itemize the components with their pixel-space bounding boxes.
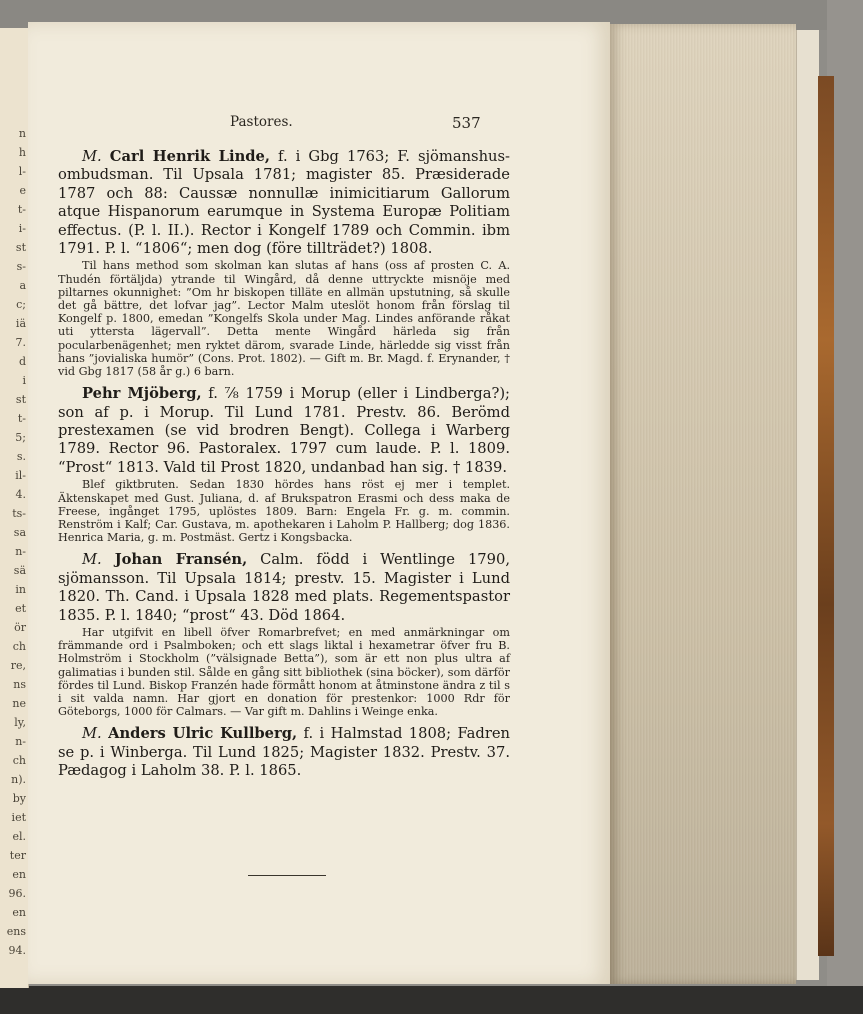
- previous-page-fragment: 96.: [8, 887, 26, 900]
- previous-page-fragment: el.: [12, 830, 26, 843]
- edge-shade: [610, 24, 796, 984]
- previous-page-edge: [0, 28, 29, 988]
- previous-page-fragment: e: [19, 184, 26, 197]
- entry-name: Johan Fransén,: [114, 551, 248, 569]
- previous-page-fragment: ch: [12, 754, 26, 767]
- page-number: 537: [452, 114, 481, 132]
- entry-text: f. i Halmstad 1808; Fadren se p. i Winberga. Til Lund 1825; Magister 1832. Prestv. 37. Pædagog i Laholm 38. P. l. 1865.: [58, 725, 510, 780]
- previous-page-fragment: sä: [13, 564, 26, 577]
- closing-rule: [248, 875, 326, 876]
- entry-text: f. i Gbg 1763; F. sjömanshus-ombudsman. Til Upsala 1781; magister 85. Præsiderade 1787 och 88: Caussæ nonnullæ inimicitiarum Gallorum atque Hispanorum earumque in Systema Europæ Politiam effectus. (P. l. II.). Rector i Kongelf 1789 och Commin. ibm 1791. P. l. “1806“; men dog (före tillträdet?) 1808.: [58, 148, 510, 258]
- previous-page-fragment: ly,: [14, 716, 26, 729]
- entry-kullberg: [58, 725, 510, 780]
- page-block-edges: [610, 24, 796, 984]
- previous-page-fragment: l-: [18, 165, 26, 178]
- previous-page-fragment: t-: [17, 203, 26, 216]
- entry-name: Pehr Mjöberg,: [82, 385, 202, 403]
- previous-page-fragment: et: [15, 602, 26, 615]
- entries: [58, 148, 510, 786]
- previous-page-fragment: n: [18, 127, 26, 140]
- previous-page-fragment: ts-: [12, 507, 26, 520]
- entry-note: Til hans method som skolman kan slutas af hans (oss af prosten C. A. Thudén förtäljda) ytrande til Wingård, då denne uttryckte misnöje med piltarnes okunnighet: ”Om hr biskopen tilläte en allmän upstutning, så skulle det gå bättre, det lofvar jag”. Lector Malm uteslöt honom från förslag til Kongelf p. 1800, emedan ”Kongelfs Skola under Mag. Lindes anförande råkat uti yttersta lägervall”. Detta mente Wingård härleda sig från pocularbenägenhet; men ryktet därom, svarade Linde, härledde sig visst från hans ”jovialiska humör” (Cons. Prot. 1802). — Gift m. Br. Magd. f. Erynander, † vid Gbg 1817 (58 år g.) 6 barn.: [58, 259, 510, 379]
- previous-page-fragment: i: [22, 374, 26, 387]
- previous-page-fragment: en: [12, 868, 26, 881]
- entry-text: f. ⅞ 1759 i Morup (eller i Lindberga?); son af p. i Morup. Til Lund 1781. Prestv. 86. Berömd prestexamen (se vid brodren Bengt). Collega i Warberg 1789. Rector 96. Pastoralex. 1797 cum laude. P. l. 1809. “Prost“ 1813. Vald til Prost 1820, undanbad han sig. † 1839.: [58, 385, 510, 476]
- previous-page-fragment: ens: [6, 925, 26, 938]
- previous-page-fragment: s-: [16, 260, 26, 273]
- entry-note: Blef giktbruten. Sedan 1830 hördes hans röst ej mer i templet. Äktenskapet med Gust. Juliana, d. af Brukspatron Erasmi och dess maka de Freese, ingånget 1795, uplöstes 1809. Barn: Engela Fr. g. m. commin. Renström i Kalf; Car. Gustava, m. apothekaren i Laholm P. Hallberg; dog 1836. Henrica Maria, g. m. Postmäst. Gertz i Kongsbacka.: [58, 478, 510, 545]
- previous-page-fragment: st: [15, 393, 26, 406]
- entry-name: Anders Ulric Kullberg,: [108, 725, 298, 743]
- previous-page-fragment: in: [15, 583, 26, 596]
- previous-page-fragment: ter: [9, 849, 26, 862]
- previous-page-fragment: ns: [13, 678, 26, 691]
- page-header: [28, 114, 610, 134]
- entry-mjoberg: [58, 385, 510, 544]
- previous-page-fragment: 4.: [15, 488, 26, 501]
- entry-linde: [58, 148, 510, 378]
- previous-page-fragment: st: [15, 241, 26, 254]
- previous-page-fragment: d: [18, 355, 26, 368]
- previous-page-fragment: c;: [16, 298, 26, 311]
- previous-page-fragment: ör: [14, 621, 26, 634]
- cover-board: [796, 30, 819, 980]
- running-title: Pastores.: [230, 114, 293, 130]
- previous-page-fragment: il-: [15, 469, 26, 482]
- cover-spine: [818, 76, 834, 956]
- previous-page-fragment: 7.: [15, 336, 26, 349]
- previous-page-fragment: re,: [10, 659, 26, 672]
- previous-page-fragment: by: [12, 792, 26, 805]
- previous-page-fragment: i-: [18, 222, 26, 235]
- previous-page-fragment: ch: [12, 640, 26, 653]
- previous-page-fragment: n-: [15, 545, 26, 558]
- previous-page-fragment: en: [12, 906, 26, 919]
- entry-body: [58, 725, 510, 780]
- previous-page-fragment: ne: [12, 697, 26, 710]
- entry-fransen: [58, 551, 510, 718]
- previous-page-fragment: iä: [15, 317, 26, 330]
- previous-page-fragment: a: [19, 279, 26, 292]
- previous-page-fragment: s.: [16, 450, 26, 463]
- entry-body: [58, 551, 510, 625]
- magister-mark: M.: [82, 148, 102, 165]
- previous-page-fragment: iet: [11, 811, 26, 824]
- previous-page-fragment: 94.: [8, 944, 26, 957]
- previous-page-fragment: h: [18, 146, 26, 159]
- entry-note: Har utgifvit en libell öfver Romarbrefvet; en med anmärkningar om främmande ord i Psalmboken; och ett slags liktal i hexametrar öfver fru B. Holmström i Stockholm (”välsignade Betta”), som är ett non plus ultra af galimatias i bunden stil. Sålde en gång sitt bibliothek (sina böcker), som därför fördes til Lund. Biskop Franzén hade förmått honom at åtminstone ändra z til s i sit valda namn. Har gjort en donation för prestenkor: 1000 Rdr för Göteborgs, 1000 för Calmars. — Var gift m. Dahlins i Weinge enka.: [58, 625, 510, 719]
- previous-page-fragment: sa: [13, 526, 26, 539]
- entry-name: Carl Henrik Linde,: [109, 148, 270, 165]
- background-bottom: [0, 986, 863, 1014]
- page: [28, 22, 610, 984]
- magister-mark: M.: [82, 551, 102, 569]
- entry-body: [58, 148, 510, 258]
- previous-page-fragment: n-: [15, 735, 26, 748]
- magister-mark: M.: [82, 725, 102, 743]
- entry-text: Calm. född i Wentlinge 1790, sjömansson. Til Upsala 1814; prestv. 15. Magister i Lund 1820. Th. Cand. i Upsala 1828 med plats. Regementspastor 1835. P. l. 1840; “prost“ 43. Död 1864.: [58, 551, 511, 624]
- previous-page-fragment: t-: [17, 412, 26, 425]
- entry-body: [58, 385, 510, 477]
- previous-page-fragment: n).: [11, 773, 26, 786]
- previous-page-fragment: 5;: [15, 431, 26, 444]
